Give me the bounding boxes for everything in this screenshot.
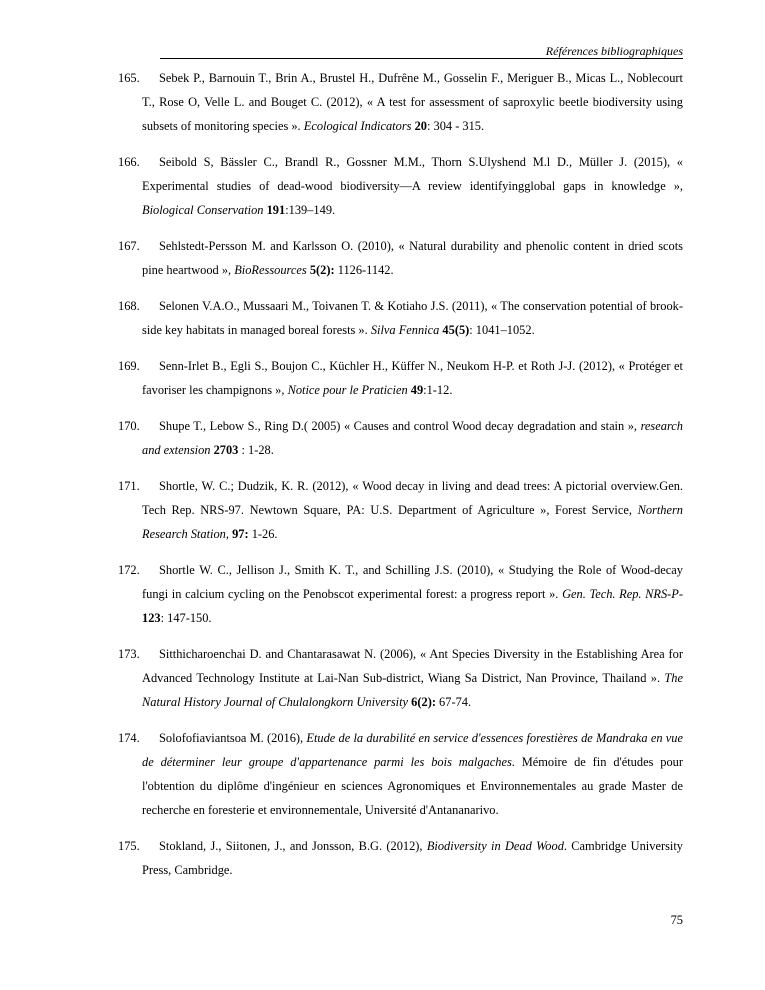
running-header: Références bibliographiques: [545, 44, 683, 58]
reference-bold-segment: 5(2):: [309, 263, 335, 277]
reference-entry: [118, 474, 683, 546]
reference-entry: [118, 150, 683, 222]
reference-italic-segment: Gen. Tech. Rep. NRS-P-: [562, 587, 684, 601]
reference-entry: [118, 558, 683, 630]
reference-entry: [118, 354, 683, 402]
reference-segment: : 1041–1052.: [469, 323, 535, 337]
header-rule: [160, 58, 683, 59]
reference-number: 168.: [118, 299, 140, 313]
reference-segment: Senn-Irlet B., Egli S., Boujon C., Küchler H., Küffer N., Neukom H-P. et Roth J-J. (2012), « Protéger et favoriser les champignons »,: [142, 359, 683, 397]
reference-text: [142, 474, 683, 546]
reference-number: 166.: [118, 155, 140, 169]
reference-number: 172.: [118, 563, 140, 577]
reference-entry: [118, 834, 683, 882]
reference-text: [142, 354, 683, 402]
reference-italic-segment: Etude de la durabilité en service d'essences forestières de Mandraka en vue de déterminer leur groupe d'appartenance parmi les bois malgaches: [142, 731, 683, 769]
page-number: 75: [670, 913, 683, 927]
reference-italic-segment: Notice pour le Praticien: [287, 383, 408, 397]
reference-bold-segment: 45(5): [442, 323, 470, 337]
reference-number: 167.: [118, 239, 140, 253]
reference-segment: 1-26.: [248, 527, 278, 541]
reference-italic-segment: research and extension: [142, 419, 683, 457]
reference-segment: ,: [225, 527, 233, 541]
reference-entry: [118, 294, 683, 342]
reference-segment: Solofofiaviantsoa M. (2016),: [159, 731, 307, 745]
reference-text: [142, 834, 683, 882]
reference-entry: [118, 66, 683, 138]
reference-italic-segment: The Natural History Journal of Chulalongkorn University: [142, 671, 683, 709]
reference-segment: Seibold S, Bässler C., Brandl R., Gossner M.M., Thorn S.Ulyshend M.l D., Müller J. (2015), « Experimental studies of dead-wood biodiversity—A review identifyingglobal gaps in knowledge »,: [142, 155, 683, 193]
reference-entry: [118, 414, 683, 462]
reference-text: [142, 294, 683, 342]
reference-italic-segment: Biological Conservation: [142, 203, 264, 217]
reference-bold-segment: 6(2):: [411, 695, 436, 709]
reference-bold-segment: 20: [414, 119, 427, 133]
reference-italic-segment: Ecological Indicators: [303, 119, 412, 133]
reference-number: 169.: [118, 359, 140, 373]
reference-segment: . Cambridge University Press, Cambridge.: [142, 839, 683, 877]
reference-number: 174.: [118, 731, 140, 745]
reference-segment: Sebek P., Barnouin T., Brin A., Brustel H., Dufrêne M., Gosselin F., Meriguer B., Micas L., Noblecourt T., Rose O, Velle L. and Bouget C. (2012), « A test for assessment of saproxylic beetle biodiversity using subsets of monitoring species ».: [142, 71, 683, 133]
reference-text: [142, 150, 683, 222]
reference-segment: Selonen V.A.O., Mussaari M., Toivanen T. & Kotiaho J.S. (2011), « The conservation potential of brook-side key habitats in managed boreal forests ».: [142, 299, 683, 337]
reference-italic-segment: Biodiversity in Dead Wood: [426, 839, 564, 853]
reference-segment: :139–149.: [285, 203, 336, 217]
reference-segment: Sitthicharoenchai D. and Chantarasawat N. (2006), « Ant Species Diversity in the Establishing Area for Advanced Technology Institute at Lai-Nan Sub-district, Wiang Sa District, Nan Province, Thailand ».: [142, 647, 683, 685]
reference-number: 170.: [118, 419, 140, 433]
reference-segment: Shortle, W. C.; Dudzik, K. R. (2012), « Wood decay in living and dead trees: A pictorial overview.Gen. Tech Rep. NRS-97. Newtown Square, PA: U.S. Department of Agriculture », Forest Service,: [142, 479, 683, 517]
reference-segment: 67-74.: [435, 695, 472, 709]
reference-text: [142, 726, 683, 822]
reference-italic-segment: Silva Fennica: [370, 323, 440, 337]
reference-segment: :1-12.: [423, 383, 453, 397]
reference-text: [142, 414, 683, 462]
reference-segment: . Mémoire de fin d'études pour l'obtention du diplôme d'ingénieur en sciences Agronomiques et Environnementales au grade Master de recherche en foresterie et environnementale, Université d'Antananarivo.: [142, 755, 683, 817]
reference-bold-segment: 123: [142, 611, 161, 625]
reference-number: 175.: [118, 839, 140, 853]
reference-italic-segment: Northern Research Station: [142, 503, 683, 541]
reference-text: [142, 642, 683, 714]
reference-segment: 1126-1142.: [334, 263, 394, 277]
reference-number: 165.: [118, 71, 140, 85]
reference-segment: : 304 - 315.: [426, 119, 485, 133]
reference-text: [142, 558, 683, 630]
reference-segment: Sehlstedt-Persson M. and Karlsson O. (2010), « Natural durability and phenolic content in dried scots pine heartwood »,: [142, 239, 683, 277]
reference-segment: : 1-28.: [238, 443, 274, 457]
reference-bold-segment: 2703: [213, 443, 239, 457]
reference-bold-segment: 191: [266, 203, 286, 217]
reference-segment: Shupe T., Lebow S., Ring D.( 2005) « Causes and control Wood decay degradation and stain »,: [159, 419, 641, 433]
reference-bold-segment: 49: [410, 383, 424, 397]
reference-segment: : 147-150.: [160, 611, 212, 625]
reference-entry: [118, 642, 683, 714]
reference-text: [142, 234, 683, 282]
reference-entry: [118, 234, 683, 282]
reference-number: 171.: [118, 479, 140, 493]
reference-text: [142, 66, 683, 138]
reference-segment: Stokland, J., Siitonen, J., and Jonsson, B.G. (2012),: [159, 839, 427, 853]
reference-number: 173.: [118, 647, 140, 661]
reference-segment: Shortle W. C., Jellison J., Smith K. T., and Schilling J.S. (2010), « Studying the Role of Wood-decay fungi in calcium cycling on the Penobscot experimental forest: a progress report ».: [142, 563, 683, 601]
reference-list: [118, 66, 683, 894]
reference-entry: [118, 726, 683, 822]
reference-italic-segment: BioRessources: [234, 263, 307, 277]
reference-bold-segment: 97:: [232, 527, 249, 541]
